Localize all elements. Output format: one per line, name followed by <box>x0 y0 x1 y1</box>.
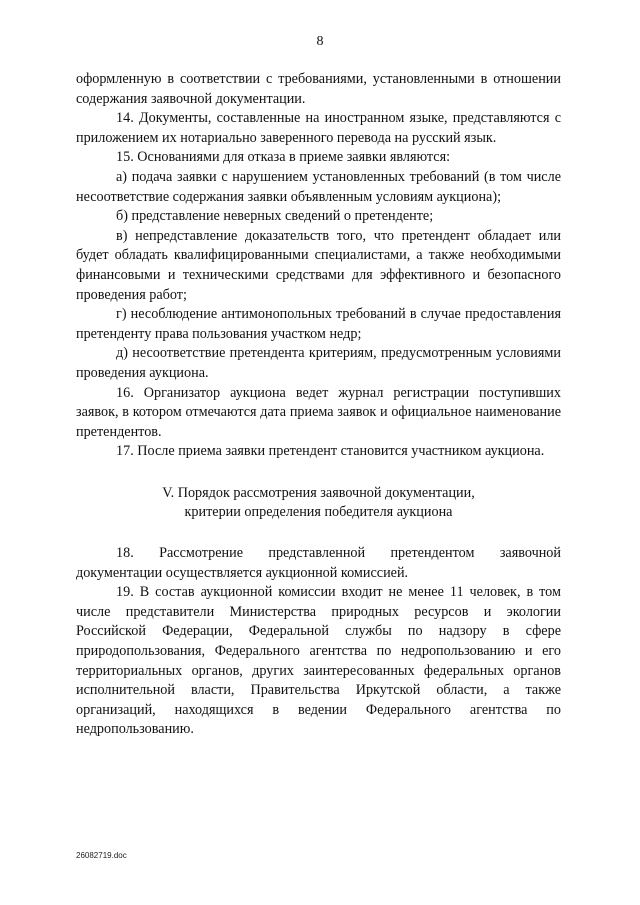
paragraph-17: 17. После приема заявки претендент становится участником аукциона. <box>116 443 545 460</box>
paragraph-15-g: г) несоблюдение антимонопольных требований в случае предоставления претенденту права пользования участком недр; <box>76 306 561 342</box>
paragraph-15-a: а) подача заявки с нарушением установленных требований (в том числе несоответствие содержания заявки объявленным условиям аукциона); <box>76 168 561 205</box>
paragraph-15-v: в) непредставление доказательств того, что претендент обладает или будет обладать квалифицированными специалистами, а также необходимыми финансовыми и техническими средствами для эффективного и безопасного проведения работ; <box>76 227 561 303</box>
section-title-line-2: критерии определения победителя аукциона <box>184 504 453 521</box>
paragraph-18: 18. Рассмотрение представленной претендентом заявочной документации осуществляется аукционной комиссией. <box>76 545 561 581</box>
page-number: 8 <box>316 34 324 49</box>
section-title-line-1: V. Порядок рассмотрения заявочной документации, <box>162 484 475 501</box>
paragraph-15: 15. Основаниями для отказа в приеме заявки являются: <box>116 149 451 166</box>
paragraph-19: 19. В состав аукционной комиссии входит не менее 11 человек, в том числе представители Министерства природных ресурсов и экологии Российской Федерации, Федеральной службы по надзору в сфере природопользования, Федерального агентства по недропользованию и его территориальных органов, других заинтересованных федеральных органов исполнительной власти, Правительства Иркутской области, а также организаций, находящихся в ведении Федерального агентства по недропользованию. <box>76 584 561 738</box>
document-body <box>76 70 561 740</box>
paragraph-15-b: б) представление неверных сведений о претенденте; <box>116 208 434 225</box>
section-title <box>76 484 561 523</box>
paragraph-15-d: д) несоответствие претендента критериям, предусмотренным условиями проведения аукциона. <box>76 345 561 381</box>
footer-document-code: 26082719.doc <box>76 851 127 860</box>
paragraph-continuation: оформленную в соответствии с требованиями, установленными в отношении содержания заявочной документации. <box>76 71 561 107</box>
paragraph-14: 14. Документы, составленные на иностранном языке, представляются с приложением их нотариально заверенного перевода на русский язык. <box>76 110 561 146</box>
paragraph-16: 16. Организатор аукциона ведет журнал регистрации поступивших заявок, в котором отмечаются дата приема заявок и официальное наименование претендентов. <box>76 384 561 440</box>
